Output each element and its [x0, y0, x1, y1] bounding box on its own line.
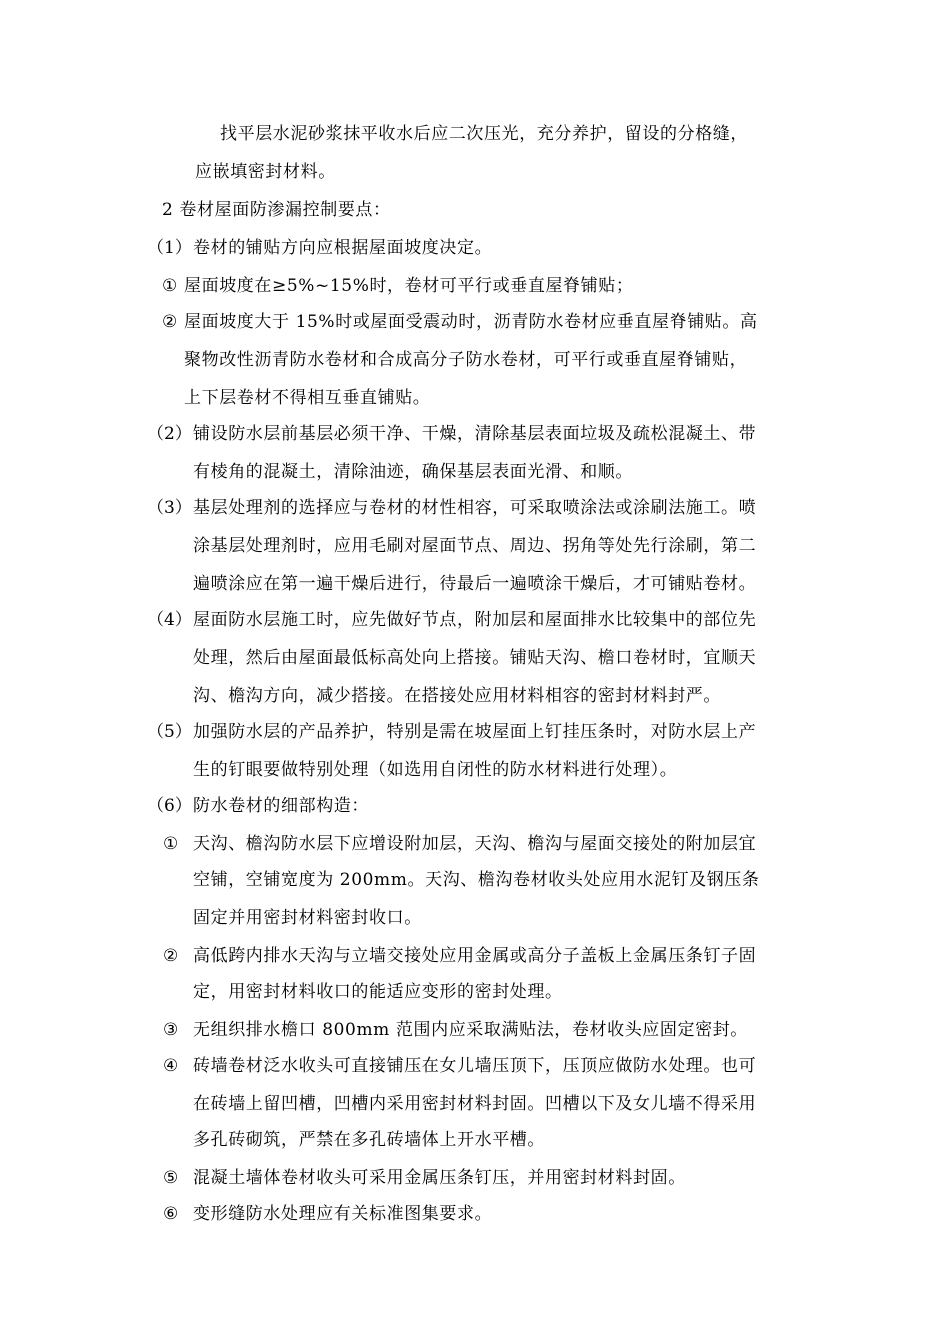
item-1b-line-2: 聚物改性沥青防水卷材和合成高分子防水卷材，可平行或垂直屋脊铺贴， — [184, 350, 748, 370]
section-heading: 2 卷材屋面防渗漏控制要点： — [162, 200, 391, 220]
item-4-line-2: 处理，然后由屋面最低标高处向上搭接。铺贴天沟、檐口卷材时，宜顺天 — [193, 648, 757, 668]
item-1-line-1: 卷材的铺贴方向应根据屋面坡度决定。 — [193, 238, 493, 258]
item-6e-marker: ⑤ — [163, 1168, 179, 1188]
item-6c-line-1: 无组织排水檐口 800mm 范围内应采取满贴法，卷材收头应固定密封。 — [193, 1020, 748, 1040]
item-5-line-1: 加强防水层的产品养护，特别是需在坡屋面上钉挂压条时，对防水层上产 — [193, 722, 757, 742]
item-1-marker: （1） — [147, 238, 192, 258]
item-6-line-1: 防水卷材的细部构造： — [193, 796, 369, 816]
item-3-line-3: 遍喷涂应在第一遍干燥后进行，待最后一遍喷涂干燥后，才可铺贴卷材。 — [193, 574, 757, 594]
item-6b-line-1: 高低跨内排水天沟与立墙交接处应用金属或高分子盖板上金属压条钉子固 — [193, 946, 757, 966]
item-6e-line-1: 混凝土墙体卷材收头可采用金属压条钉压，并用密封材料封固。 — [193, 1168, 686, 1188]
item-5-marker: （5） — [147, 722, 192, 742]
item-1b-line-3: 上下层卷材不得相互垂直铺贴。 — [184, 388, 431, 408]
item-5-line-2: 生的钉眼要做特别处理（如选用自闭性的防水材料进行处理）。 — [193, 760, 678, 780]
item-1b-line-1: 屋面坡度大于 15%时或屋面受震动时，沥青防水卷材应垂直屋脊铺贴。高 — [184, 312, 758, 332]
item-6d-marker: ④ — [163, 1056, 179, 1076]
item-3-line-1: 基层处理剂的选择应与卷材的材性相容，可采取喷涂法或涂刷法施工。喷 — [193, 498, 757, 518]
item-4-marker: （4） — [147, 610, 192, 630]
item-6-marker: （6） — [147, 796, 192, 816]
item-6d-line-2: 在砖墙上留凹槽，凹槽内采用密封材料封固。凹槽以下及女儿墙不得采用 — [193, 1094, 757, 1114]
item-1a-marker: ① — [162, 276, 178, 296]
item-6f-marker: ⑥ — [163, 1204, 179, 1224]
item-6d-line-1: 砖墙卷材泛水收头可直接铺压在女儿墙压顶下，压顶应做防水处理。也可 — [193, 1056, 757, 1076]
item-3-line-2: 涂基层处理剂时，应用毛刷对屋面节点、周边、拐角等处先行涂刷，第二 — [193, 536, 757, 556]
item-2-line-1: 铺设防水层前基层必须干净、干燥，清除基层表面垃圾及疏松混凝土、带 — [193, 424, 757, 444]
item-6a-line-2: 空铺，空铺宽度为 200mm。天沟、檐沟卷材收头处应用水泥钉及钢压条 — [193, 870, 760, 890]
item-4-line-1: 屋面防水层施工时，应先做好节点，附加层和屋面排水比较集中的部位先 — [193, 610, 757, 630]
item-3-marker: （3） — [147, 498, 192, 518]
item-6a-line-1: 天沟、檐沟防水层下应增设附加层，天沟、檐沟与屋面交接处的附加层宜 — [193, 834, 757, 854]
item-6b-line-2: 定，用密封材料收口的能适应变形的密封处理。 — [193, 982, 563, 1002]
intro-line-1: 找平层水泥砂浆抹平收水后应二次压光，充分养护，留设的分格缝， — [220, 124, 748, 144]
item-2-marker: （2） — [147, 424, 192, 444]
item-4-line-3: 沟、檐沟方向，减少搭接。在搭接处应用材料相容的密封材料封严。 — [193, 686, 721, 706]
item-2-line-2: 有棱角的混凝土，清除油迹，确保基层表面光滑、和顺。 — [193, 462, 633, 482]
item-6d-line-3: 多孔砖砌筑，严禁在多孔砖墙体上开水平槽。 — [193, 1130, 545, 1150]
item-1b-marker: ② — [162, 312, 178, 332]
item-6a-line-3: 固定并用密封材料密封收口。 — [193, 908, 422, 928]
intro-line-2: 应嵌填密封材料。 — [195, 162, 336, 182]
item-1a-line-1: 屋面坡度在≥5%~15%时，卷材可平行或垂直屋脊铺贴； — [184, 276, 634, 296]
item-6c-marker: ③ — [163, 1020, 179, 1040]
item-6a-marker: ① — [163, 834, 179, 854]
item-6f-line-1: 变形缝防水处理应有关标准图集要求。 — [193, 1204, 493, 1224]
item-6b-marker: ② — [163, 946, 179, 966]
